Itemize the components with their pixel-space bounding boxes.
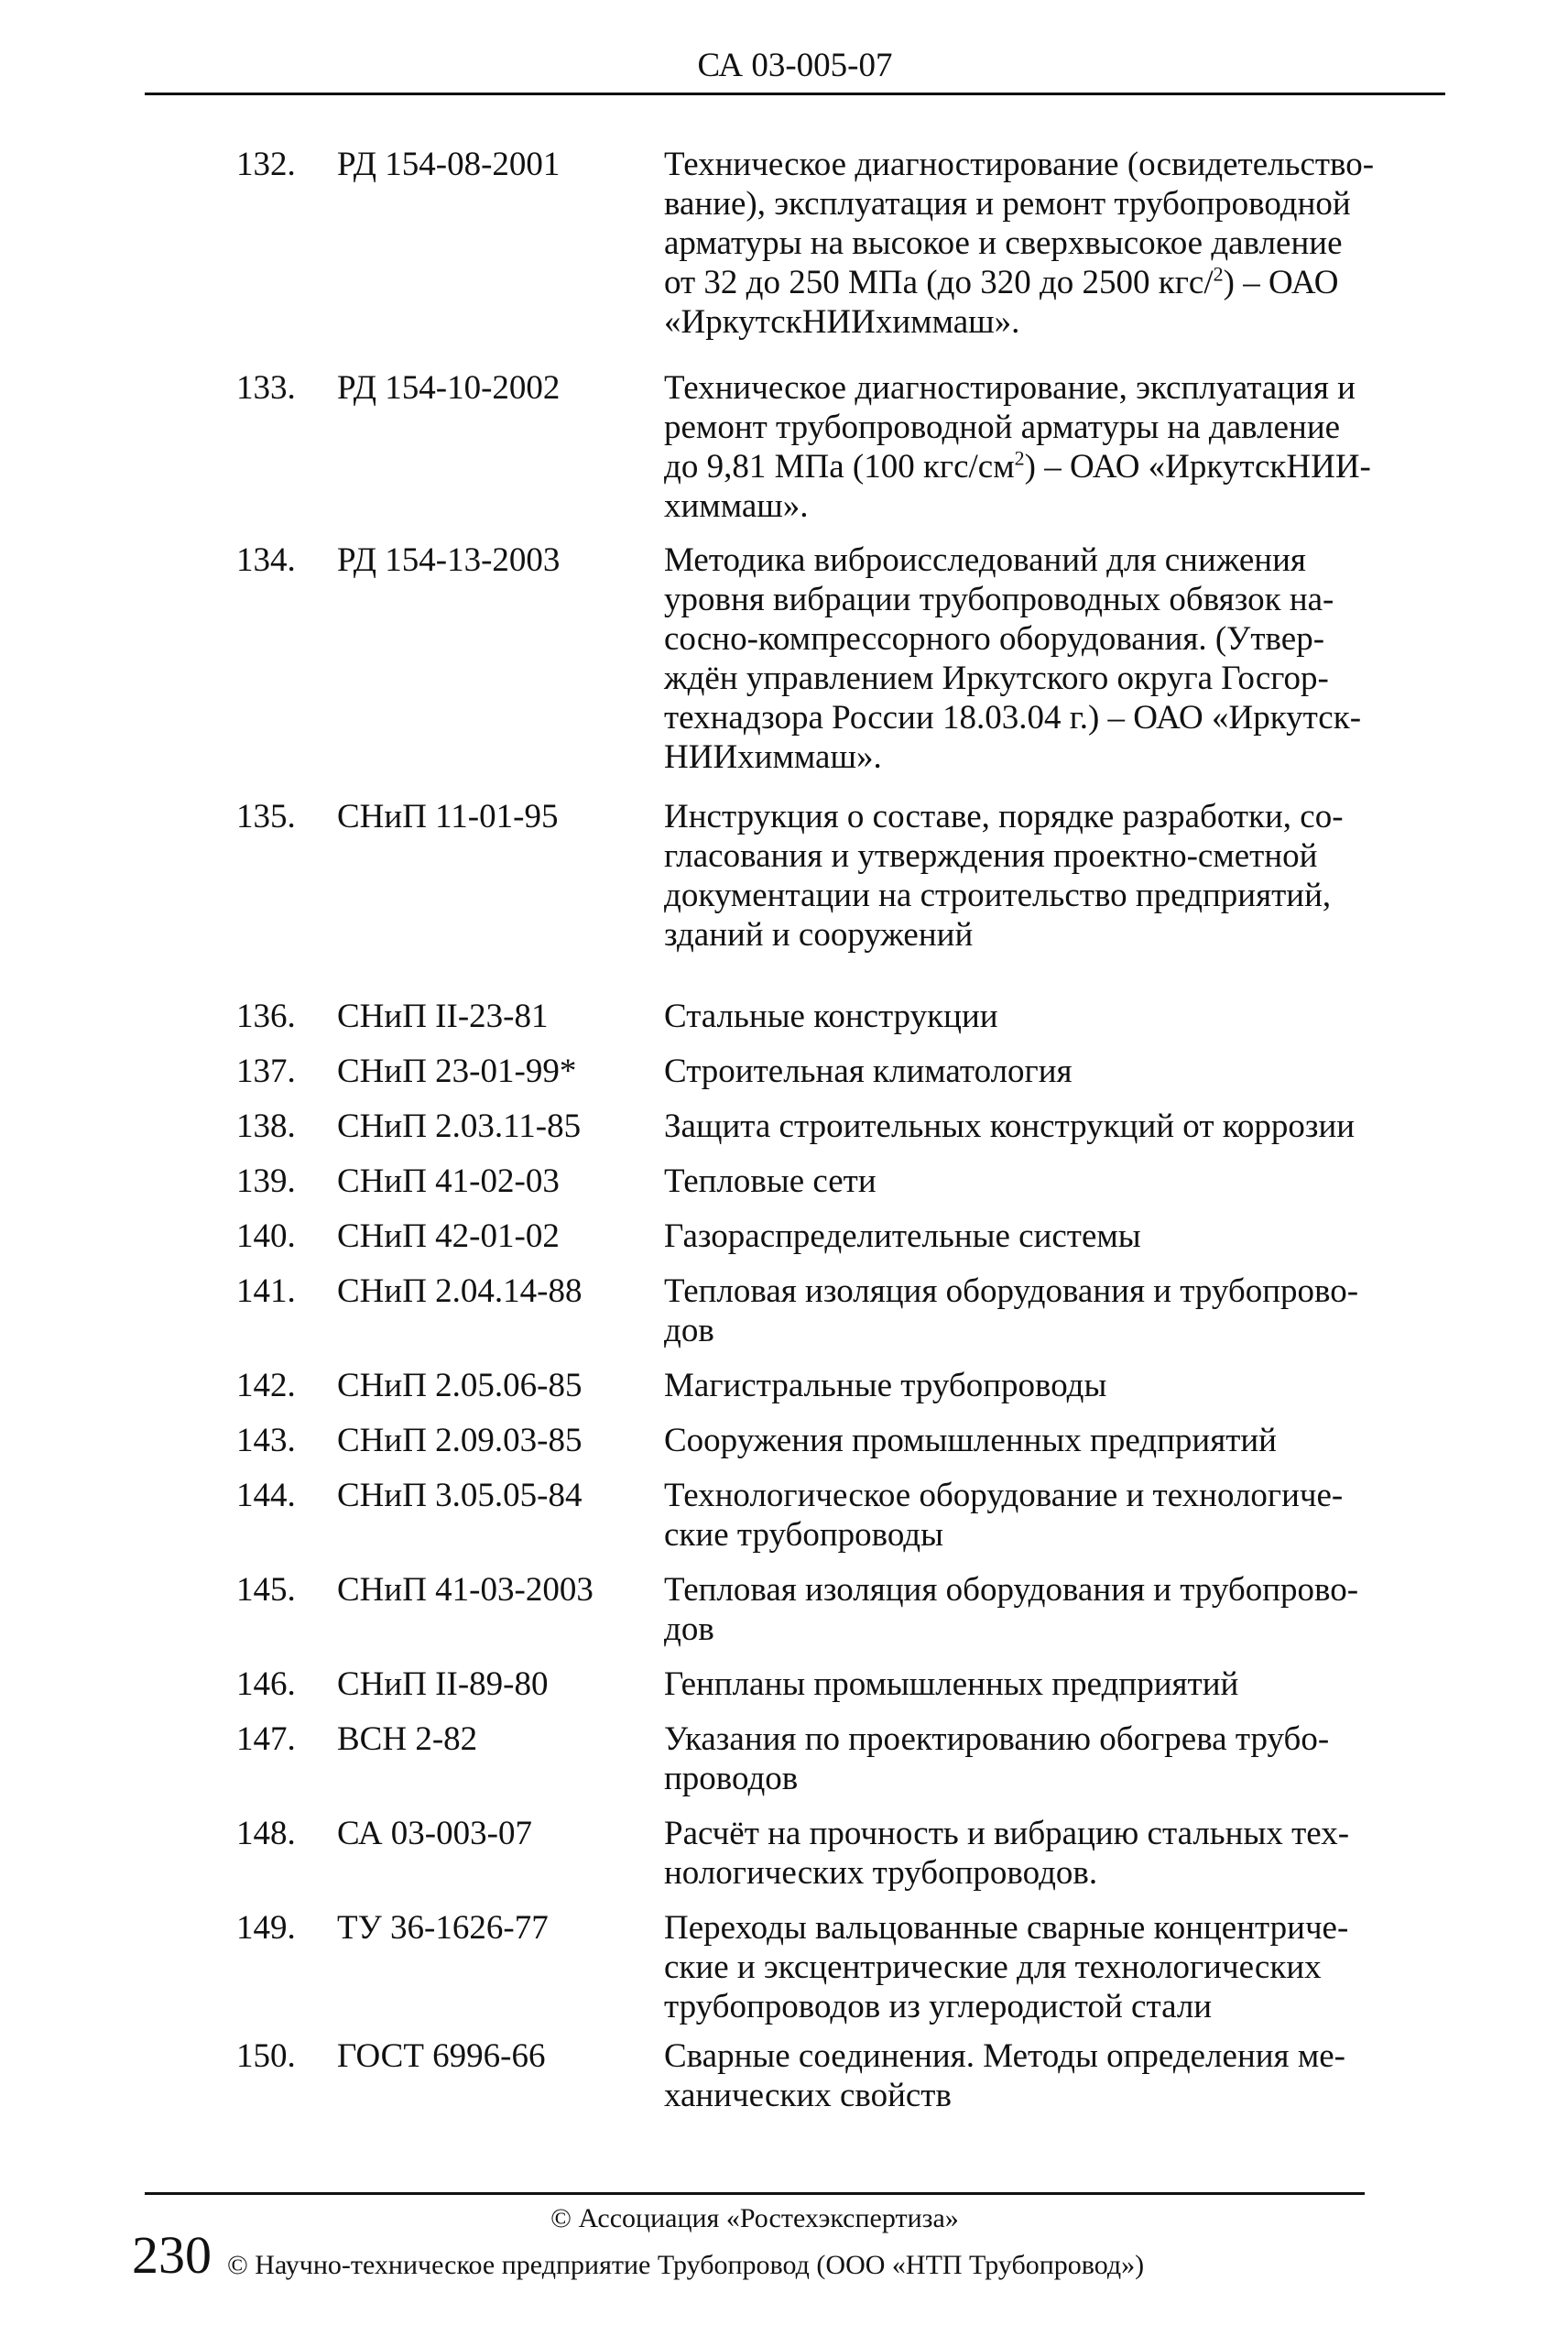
entry-description-line <box>664 1665 1397 1704</box>
entry-description-text: Газораспределительные системы <box>664 1217 1141 1255</box>
entry-description-line <box>664 2076 1397 2115</box>
entry-description-line <box>664 659 1397 698</box>
entry-description-text: ) – ОАО «ИркутскНИИ- <box>1024 448 1371 486</box>
entry-description-text: ханических свойств <box>664 2077 952 2114</box>
entry-document-code: СНиП 11-01-95 <box>337 798 559 835</box>
footer-copyright-association: © Ассоциация «Ростехэкспертиза» <box>550 2203 959 2233</box>
entry-description-line <box>664 836 1397 876</box>
entry-description-text: гласования и утверждения проектно-сметной <box>664 837 1318 875</box>
entry-description-line <box>664 1948 1397 1987</box>
entry-description-line <box>664 1476 1397 1515</box>
entry-description-text: Генпланы промышленных предприятий <box>664 1665 1239 1703</box>
entry-description-text: Магистральные трубопроводы <box>664 1367 1107 1404</box>
entry-description-line <box>664 1570 1397 1610</box>
entry-number: 138. <box>236 1108 296 1145</box>
entry-description-text: дов <box>664 1312 714 1349</box>
superscript-exponent: 2 <box>1014 446 1025 470</box>
entry-number: 132. <box>236 146 296 183</box>
entry-document-code: СНиП 2.03.11-85 <box>337 1108 582 1145</box>
entry-description <box>664 1107 1397 1146</box>
entry-document-code: ТУ 36-1626-77 <box>337 1909 549 1947</box>
entry-description-line <box>664 915 1397 955</box>
entry-description-line <box>664 184 1397 224</box>
entry-document-code: СНиП 3.05.05-84 <box>337 1477 583 1514</box>
footer-copyright-enterprise: © Научно-техническое предприятие Трубопровод (ООО «НТП Трубопровод») <box>227 2250 1145 2280</box>
entry-description <box>664 145 1397 342</box>
entry-description <box>664 540 1397 777</box>
entry-document-code: РД 154-10-2002 <box>337 369 561 407</box>
header-rule <box>145 93 1445 95</box>
entry-description-text: Строительная климатология <box>664 1053 1073 1090</box>
entry-number: 146. <box>236 1665 296 1703</box>
entry-description-line <box>664 368 1397 408</box>
entry-description <box>664 1272 1397 1350</box>
entry-document-code: СНиП II-89-80 <box>337 1665 549 1703</box>
entry-description <box>664 1421 1397 1460</box>
entry-description-line <box>664 1908 1397 1948</box>
entry-number: 134. <box>236 541 296 579</box>
entry-description-line <box>664 1987 1397 2026</box>
entry-description-line <box>664 797 1397 836</box>
entry-number: 139. <box>236 1162 296 1200</box>
entry-description-line <box>664 1162 1397 1201</box>
entry-description-text: технадзора России 18.03.04 г.) – ОАО «Иркутск- <box>664 699 1362 737</box>
entry-description-text: Технологическое оборудование и технологиче- <box>664 1477 1344 1514</box>
entry-description-text: от 32 до 250 МПа (до 320 до 2500 кгс/ <box>664 264 1214 301</box>
entry-description-text: химмаш». <box>664 487 809 525</box>
entry-description-text: ремонт трубопроводной арматуры на давление <box>664 409 1341 446</box>
entry-number: 150. <box>236 2037 296 2075</box>
entry-description-text: Стальные конструкции <box>664 998 998 1035</box>
entry-number: 147. <box>236 1720 296 1758</box>
entry-description-text: нологических трубопроводов. <box>664 1854 1098 1892</box>
entry-description-line <box>664 263 1397 302</box>
entry-document-code: СНиП 41-02-03 <box>337 1162 560 1200</box>
entry-description-line <box>664 619 1397 659</box>
entry-description-text: Переходы вальцованные сварные концентриче- <box>664 1909 1349 1947</box>
entry-description-line <box>664 1759 1397 1798</box>
footer-rule <box>145 2192 1365 2195</box>
entry-description-text: дов <box>664 1610 714 1648</box>
entry-description-line <box>664 1814 1397 1853</box>
entry-description-text: Защита строительных конструкций от коррозии <box>664 1108 1356 1145</box>
entry-description-text: Тепловые сети <box>664 1162 877 1200</box>
entry-document-code: СНиП 2.04.14-88 <box>337 1272 583 1310</box>
entry-description-text: проводов <box>664 1760 799 1797</box>
entry-description-text: вание), эксплуатация и ремонт трубопроводной <box>664 185 1351 223</box>
entry-description-line <box>664 1107 1397 1146</box>
entry-number: 145. <box>236 1571 296 1609</box>
entry-description-line <box>664 1272 1397 1311</box>
entry-document-code: СНиП 2.05.06-85 <box>337 1367 583 1404</box>
entry-description-text: Техническое диагностирование (освидетельство- <box>664 146 1375 183</box>
entry-description <box>664 1162 1397 1201</box>
entry-description-line <box>664 1610 1397 1649</box>
entry-description-line <box>664 1515 1397 1555</box>
entry-number: 140. <box>236 1217 296 1255</box>
entry-description <box>664 368 1397 526</box>
entry-number: 144. <box>236 1477 296 1514</box>
entry-description-text: Расчёт на прочность и вибрацию стальных тех- <box>664 1815 1350 1852</box>
entry-description-line <box>664 2036 1397 2076</box>
entry-description-line <box>664 1719 1397 1759</box>
entry-description-text: НИИхиммаш». <box>664 738 882 776</box>
entry-description-line <box>664 997 1397 1036</box>
entry-description-line <box>664 737 1397 777</box>
document-code-header: СА 03-005-07 <box>697 47 893 84</box>
entry-description-line <box>664 302 1397 342</box>
entry-description <box>664 1052 1397 1091</box>
entry-document-code: СНиП II-23-81 <box>337 998 549 1035</box>
entry-description-text: арматуры на высокое и сверхвысокое давление <box>664 224 1343 262</box>
entry-description-text: Техническое диагностирование, эксплуатация и <box>664 369 1356 407</box>
entry-description-text: документации на строительство предприятий, <box>664 877 1332 914</box>
entry-description <box>664 1665 1397 1704</box>
entry-number: 142. <box>236 1367 296 1404</box>
entry-description-line <box>664 1217 1397 1256</box>
entry-document-code: ГОСТ 6996-66 <box>337 2037 546 2075</box>
entry-number: 135. <box>236 798 296 835</box>
entry-description-text: Сооружения промышленных предприятий <box>664 1422 1277 1459</box>
entry-description-text: ские и эксцентрические для технологических <box>664 1948 1322 1986</box>
entry-document-code: СНиП 42-01-02 <box>337 1217 560 1255</box>
entry-document-code: СНиП 41-03-2003 <box>337 1571 593 1609</box>
entry-document-code: СНиП 23-01-99* <box>337 1053 577 1090</box>
entry-number: 148. <box>236 1815 296 1852</box>
entry-document-code: РД 154-08-2001 <box>337 146 561 183</box>
entry-description <box>664 1476 1397 1555</box>
entry-number: 137. <box>236 1053 296 1090</box>
entry-description <box>664 1217 1397 1256</box>
entry-description-line <box>664 698 1397 737</box>
entry-description-text: ские трубопроводы <box>664 1516 943 1554</box>
entry-description <box>664 1908 1397 2026</box>
entry-number: 143. <box>236 1422 296 1459</box>
entry-number: 141. <box>236 1272 296 1310</box>
entry-description-line <box>664 1311 1397 1350</box>
entry-description-text: уровня вибрации трубопроводных обвязок на- <box>664 581 1334 618</box>
entry-description-text: «ИркутскНИИхиммаш». <box>664 303 1020 341</box>
entry-description-text: ждён управлением Иркутского округа Госгор- <box>664 660 1329 697</box>
entry-document-code: РД 154-13-2003 <box>337 541 561 579</box>
entry-description-text: Методика виброисследований для снижения <box>664 541 1306 579</box>
entry-description <box>664 1814 1397 1893</box>
entry-description-text: Сварные соединения. Методы определения ме- <box>664 2037 1345 2075</box>
entry-number: 136. <box>236 998 296 1035</box>
entry-description-text: Указания по проектированию обогрева трубо- <box>664 1720 1330 1758</box>
entry-description-text: Тепловая изоляция оборудования и трубопрово- <box>664 1272 1359 1310</box>
entry-description-line <box>664 1052 1397 1091</box>
entry-description <box>664 1719 1397 1798</box>
entry-description-text: Инструкция о составе, порядке разработки, со- <box>664 798 1344 835</box>
entry-description-text: до 9,81 МПа (100 кгс/см <box>664 448 1015 486</box>
entry-document-code: ВСН 2-82 <box>337 1720 478 1758</box>
entry-description <box>664 997 1397 1036</box>
entry-description-text: трубопроводов из углеродистой стали <box>664 1988 1213 2025</box>
entry-description-line <box>664 540 1397 580</box>
page-number: 230 <box>132 2225 212 2285</box>
entry-description <box>664 1570 1397 1649</box>
entry-number: 149. <box>236 1909 296 1947</box>
entry-description-line <box>664 145 1397 184</box>
entry-document-code: СА 03-003-07 <box>337 1815 532 1852</box>
entry-description <box>664 797 1397 955</box>
entry-description-line <box>664 1366 1397 1405</box>
entry-description <box>664 2036 1397 2115</box>
entry-number: 133. <box>236 369 296 407</box>
entry-description-line <box>664 224 1397 263</box>
entry-description-line <box>664 1853 1397 1893</box>
entry-description-line <box>664 486 1397 526</box>
superscript-exponent: 2 <box>1213 262 1224 286</box>
entry-description-text: Тепловая изоляция оборудования и трубопрово- <box>664 1571 1359 1609</box>
entry-description-text: ) – ОАО <box>1223 264 1339 301</box>
entry-description-line <box>664 876 1397 915</box>
entry-description-line <box>664 408 1397 447</box>
entry-description-text: сосно-компрессорного оборудования. (Утвер- <box>664 620 1325 658</box>
entry-description-line <box>664 580 1397 619</box>
entry-description-line <box>664 447 1397 486</box>
entry-description <box>664 1366 1397 1405</box>
entry-document-code: СНиП 2.09.03-85 <box>337 1422 583 1459</box>
entry-description-line <box>664 1421 1397 1460</box>
entry-description-text: зданий и сооружений <box>664 916 974 954</box>
